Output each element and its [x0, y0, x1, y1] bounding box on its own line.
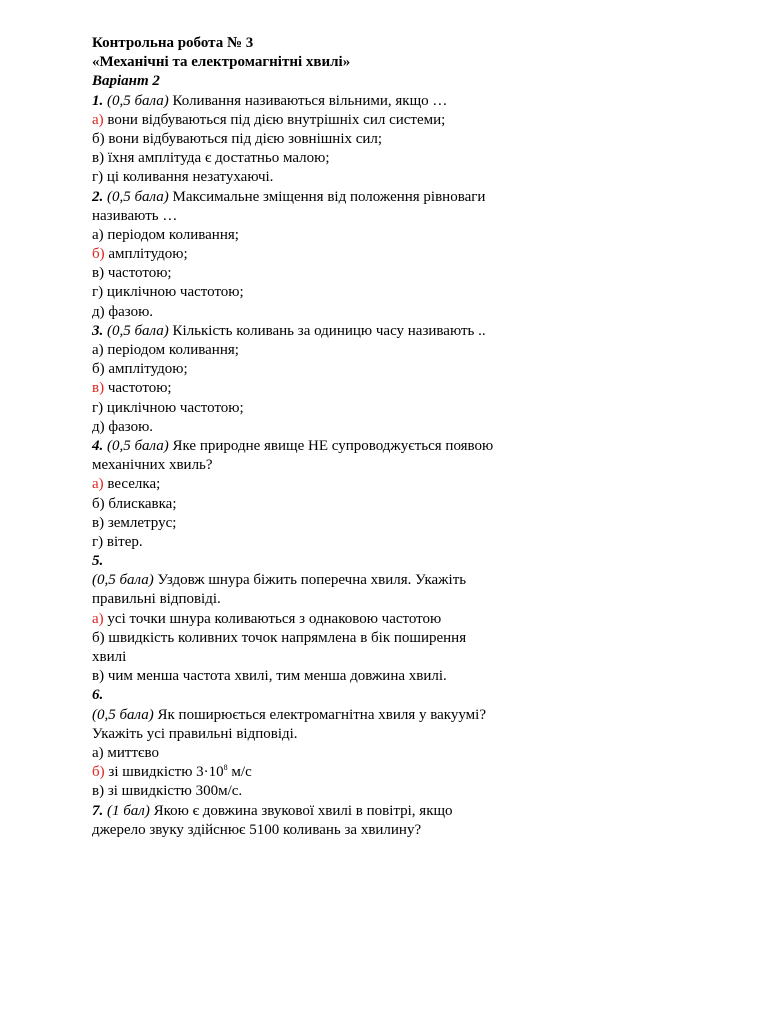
option-text: миттєво: [107, 744, 159, 761]
option-text: частотою;: [107, 380, 172, 397]
option-letter: д): [92, 418, 105, 435]
option-letter: б): [92, 361, 105, 378]
option-letter: в): [92, 380, 105, 397]
option-text: швидкість коливних точок напрямлена в бік поширення: [108, 629, 467, 646]
option-letter: б): [92, 629, 105, 646]
question-number: 7.: [92, 802, 104, 819]
question-number: 2.: [92, 188, 104, 205]
question-number: 3.: [92, 322, 104, 339]
option-letter: в): [92, 514, 105, 531]
option-text: зі швидкістю 300м/с.: [107, 783, 243, 800]
option-text: періодом коливання;: [107, 226, 239, 243]
option-letter: б): [92, 764, 105, 781]
option-unit: м/с: [227, 764, 252, 781]
option-text: їхня амплітуда є достатньо малою;: [107, 150, 330, 167]
option-d: [92, 303, 532, 322]
option-letter: б): [92, 495, 105, 512]
question-3: [92, 322, 532, 437]
document-page: [92, 34, 532, 840]
option-b: [92, 763, 532, 782]
option-a: [92, 111, 532, 130]
option-letter: б): [92, 246, 105, 263]
option-text: фазою.: [108, 303, 154, 320]
option-b: [92, 360, 532, 379]
option-b: [92, 130, 532, 149]
option-b: [92, 629, 532, 648]
option-v: [92, 782, 532, 801]
option-text: зі швидкістю 3·10: [108, 764, 224, 781]
option-text: амплітудою;: [108, 361, 188, 378]
question-points: (1 бал): [107, 802, 150, 819]
option-letter: г): [92, 284, 104, 301]
option-text: частотою;: [107, 265, 172, 282]
option-d: [92, 418, 532, 437]
question-number: 4.: [92, 437, 104, 454]
document-topic: «Механічні та електромагнітні хвилі»: [92, 54, 351, 71]
option-g: [92, 533, 532, 552]
question-points: (0,5 бала): [92, 572, 154, 589]
question-text: Коливання називаються вільними, якщо …: [172, 92, 448, 109]
question-text: Кількість коливань за одиницю часу називають ..: [172, 322, 486, 339]
exponent: 8: [223, 763, 228, 773]
option-g: [92, 283, 532, 302]
question-text-cont: правильні відповіді.: [92, 591, 221, 608]
question-2: [92, 188, 532, 322]
option-letter: г): [92, 399, 104, 416]
question-points: (0,5 бала): [107, 322, 169, 339]
option-letter: а): [92, 226, 104, 243]
variant-label: Варіант 2: [92, 73, 160, 90]
option-v: [92, 379, 532, 398]
question-5: [92, 552, 532, 686]
question-number: 6.: [92, 687, 104, 704]
option-v: [92, 264, 532, 283]
option-text: періодом коливання;: [107, 342, 239, 358]
option-letter: б): [92, 130, 105, 147]
question-number: 1.: [92, 92, 104, 109]
option-text: чим менша частота хвилі, тим менша довжина хвилі.: [107, 668, 447, 685]
option-letter: в): [92, 150, 105, 167]
option-v: [92, 514, 532, 533]
option-letter: в): [92, 668, 105, 685]
option-text: циклічною частотою;: [106, 284, 244, 301]
question-text: Як поширюється електромагнітна хвиля у вакуумі?: [157, 706, 486, 723]
question-text-cont: Укажіть усі правильні відповіді.: [92, 725, 298, 742]
option-letter: а): [92, 744, 104, 761]
option-letter: г): [92, 533, 104, 550]
question-points: (0,5 бала): [92, 706, 154, 723]
option-text: веселка;: [107, 476, 161, 493]
question-6: [92, 686, 532, 801]
option-letter: в): [92, 265, 105, 282]
option-letter: д): [92, 303, 105, 320]
option-g: [92, 168, 532, 187]
option-a: [92, 475, 532, 494]
option-a: [92, 226, 532, 245]
option-text: вони відбуваються під дією зовнішніх сил;: [108, 130, 383, 147]
option-text: амплітудою;: [108, 246, 188, 263]
option-b: [92, 245, 532, 264]
option-text-cont: хвилі: [92, 649, 127, 665]
option-letter: в): [92, 783, 105, 800]
option-v: [92, 149, 532, 168]
option-v: [92, 667, 532, 686]
option-letter: а): [92, 111, 104, 128]
option-text: усі точки шнура коливаються з однаковою частотою: [107, 610, 442, 627]
question-text-cont: механічних хвиль?: [92, 457, 213, 474]
option-letter: а): [92, 476, 104, 493]
option-text: фазою.: [108, 418, 154, 435]
question-text: Максимальне зміщення від положення рівноваги: [172, 188, 486, 205]
option-a: [92, 610, 532, 629]
option-text: вітер.: [106, 533, 143, 550]
question-1: [92, 92, 532, 188]
option-text: ці коливання незатухаючі.: [106, 169, 274, 186]
question-text-cont: джерело звуку здійснює 5100 коливань за хвилину?: [92, 821, 422, 838]
option-text: землетрус;: [107, 514, 177, 531]
option-text: вони відбуваються під дією внутрішніх сил системи;: [107, 111, 446, 128]
question-points: (0,5 бала): [107, 92, 169, 109]
option-letter: а): [92, 342, 104, 358]
question-text: Якою є довжина звукової хвилі в повітрі, якщо: [153, 802, 453, 819]
option-b: [92, 495, 532, 514]
question-points: (0,5 бала): [107, 437, 169, 454]
question-text: Яке природне явище НЕ супроводжується появою: [172, 437, 494, 454]
question-4: [92, 437, 532, 552]
option-letter: а): [92, 610, 104, 627]
option-text: циклічною частотою;: [106, 399, 244, 416]
question-text: Уздовж шнура біжить поперечна хвиля. Укажіть: [157, 572, 467, 589]
question-text-cont: називають …: [92, 207, 178, 224]
option-a: [92, 341, 532, 360]
option-g: [92, 399, 532, 418]
question-number: 5.: [92, 553, 104, 570]
question-points: (0,5 бала): [107, 188, 169, 205]
option-a: [92, 744, 532, 763]
option-text: блискавка;: [108, 495, 177, 512]
document-title: Контрольна робота № 3: [92, 35, 254, 51]
option-letter: г): [92, 169, 104, 186]
question-7: [92, 802, 532, 840]
